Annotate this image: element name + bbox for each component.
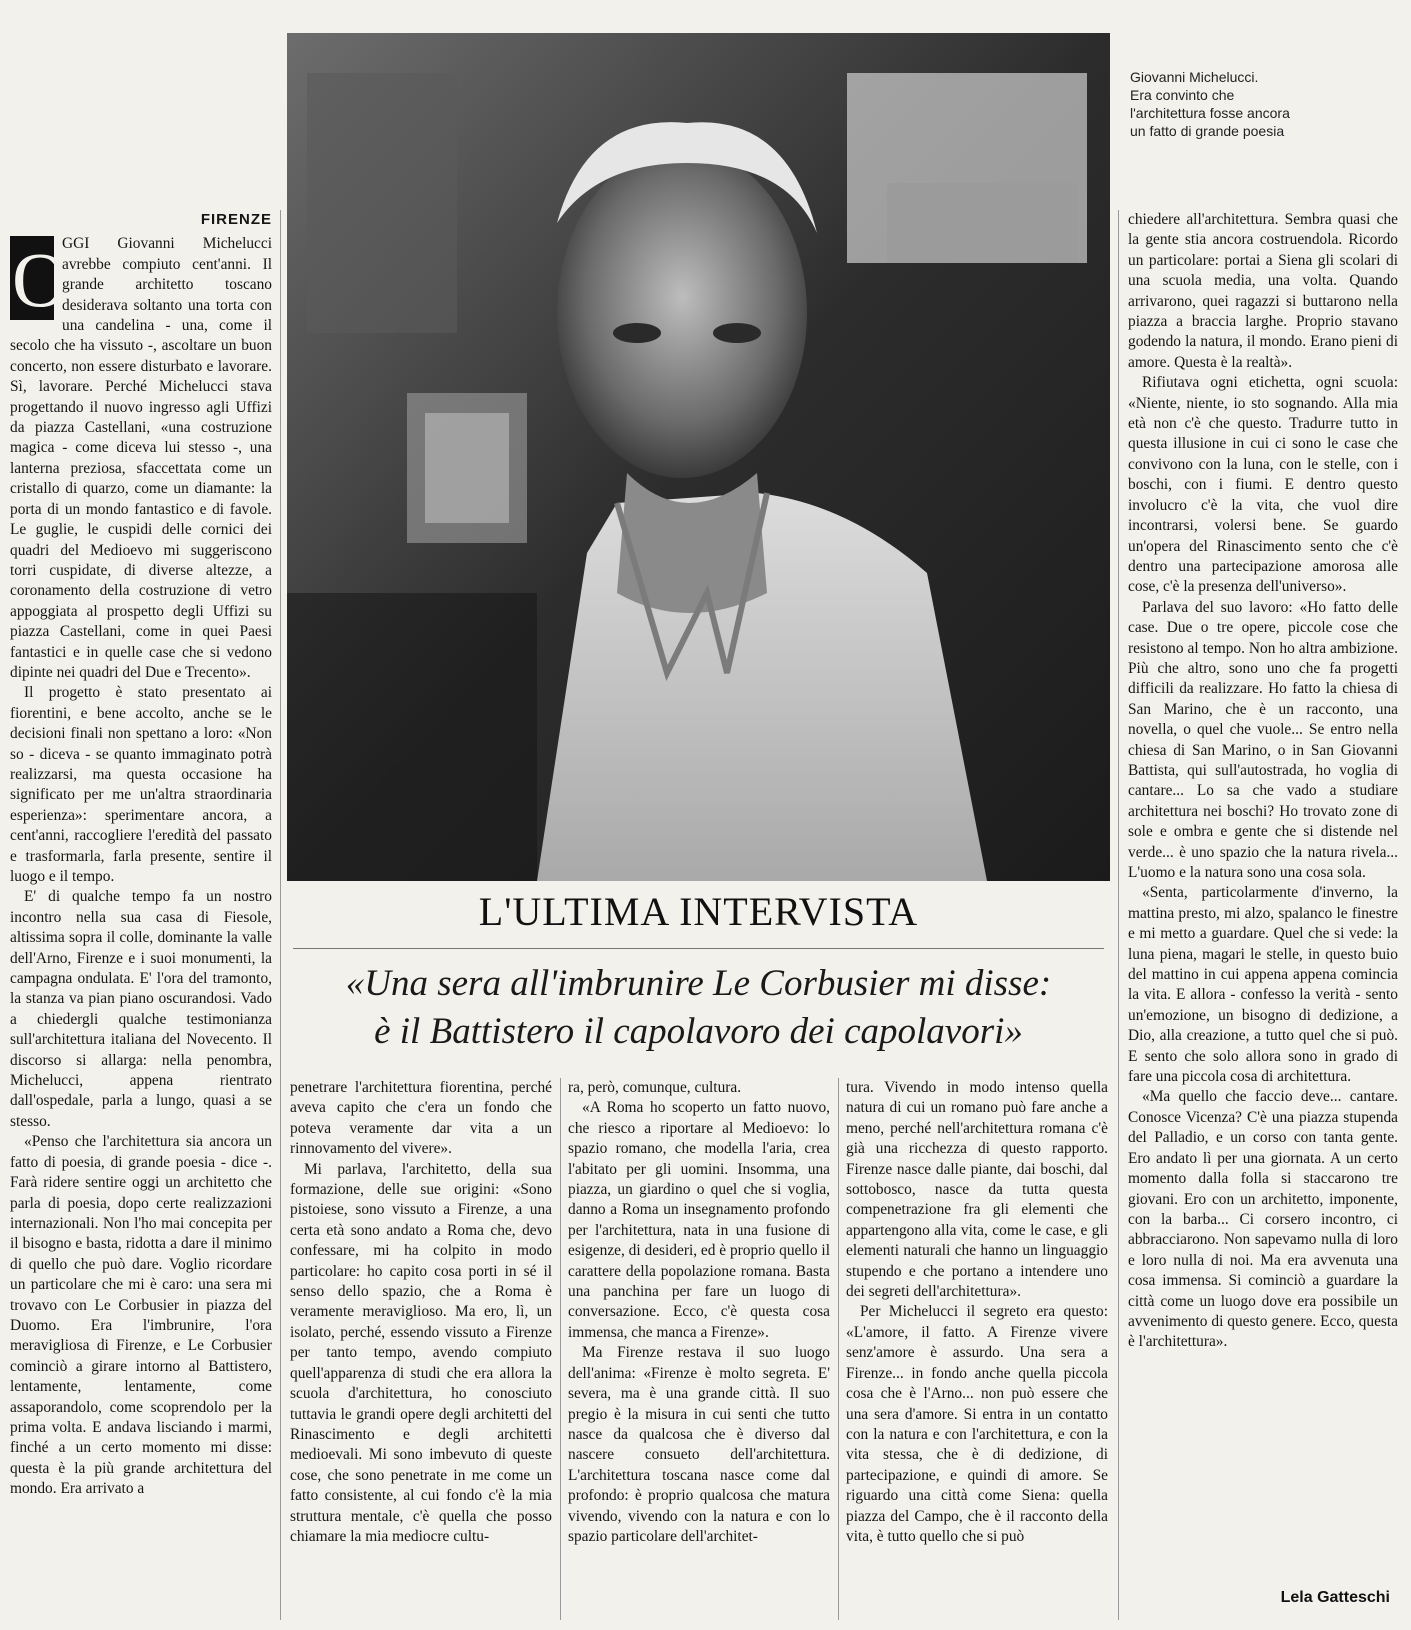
caption-line: Giovanni Michelucci. bbox=[1130, 69, 1259, 85]
column-divider bbox=[560, 1078, 561, 1620]
headline: L'ULTIMA INTERVISTA bbox=[478, 889, 919, 934]
headline-rule bbox=[293, 948, 1104, 949]
pull-quote bbox=[287, 960, 1110, 1056]
photo-caption bbox=[1130, 68, 1360, 140]
quote-line: è il Battistero il capolavoro dei capolavori» bbox=[374, 1011, 1023, 1052]
paragraph: Mi parlava, l'architetto, della sua formazione, delle sue origini: «Sono pistoiese, sono vissuto a Firenze, a una certa età sono andato a Roma che, devo confessare, mi ha colpito in modo particolare: ho capito cosa porti in sé il senso dello spazio, che a Roma è veramente meraviglioso. Ma ero, lì, un isolato, perché, essendo vissuto a Firenze per tanto tempo, avendo compiuto quell'apparenza di studi che era allora la scuola d'architettura, ho conosciuto tuttavia le grandi opere degli architetti del Rinascimento e degli architetti medioevali. Mi sono imbevuto di queste cose, che sono penetrate in me come un fatto consistente, al cui fondo c'è la mia struttura mentale, c'è quella che posso chiamare la mia mediocre cultu- bbox=[290, 1160, 552, 1545]
portrait-photo bbox=[287, 33, 1110, 881]
paragraph: Rifiutava ogni etichetta, ogni scuola: «Niente, niente, io sto sognando. Alla mia età non c'è che questo. Tradurre tutto in questa illusione in cui ci sono le case che convivono con la luna, con le stelle, con i boschi, con i fiumi. E dentro questo involucro c'è la vita, che vuol dire incontrarsi, volersi bene. Se guardo un'opera del Rinascimento sento che c'è dentro una partecipazione amorosa alle cose, c'è la presenza dell'universo». bbox=[1128, 374, 1398, 596]
article-column-4 bbox=[846, 1078, 1108, 1620]
paragraph: Parlava del suo lavoro: «Ho fatto delle case. Due o tre opere, piccole cose che resistono al tempo. Non ho altra ambizione. Più che altro, sono uno che fa progetti difficili da realizzare. Ho fatto la chiesa di San Marino, che è un racconto, una novella, o quel che vuole... Se entro nella chiesa di San Marino, o in San Giovanni Battista, qui sull'autostrada, ho voglia di cantare... Lo sa che vado a studiare architettura nei boschi? Ho trovato zone di sole e ombra e gente che si distende nel verde... è uno spazio che la natura rivela... L'uomo e la natura sono una cosa sola. bbox=[1128, 598, 1398, 881]
caption-line: Era convinto che bbox=[1130, 87, 1235, 103]
article-column-3 bbox=[568, 1078, 830, 1620]
article-column-5 bbox=[1128, 210, 1398, 1585]
column-divider bbox=[1118, 210, 1119, 1620]
paragraph: Per Michelucci il segreto era questo: «L'amore, il fatto. A Firenze vivere senz'amore è assurdo. Una sera a Firenze... in fondo anche quella piccola cosa che è l'Arno... non può essere che una sera d'amore. Si entra in un contatto con la natura e con l'architettura, e con la vita stessa, che è di dedizione, di partecipazione, e quindi di amore. Se riguardo una città come Siena: quella piazza del Campo, che è il racconto della vita, è tutto quello che si può bbox=[846, 1303, 1108, 1545]
caption-line: l'architettura fosse ancora bbox=[1130, 105, 1290, 121]
article-column-2 bbox=[290, 1078, 552, 1620]
paragraph: E' di qualche tempo fa un nostro incontro nella sua casa di Fiesole, altissima sopra il colle, dominante la valle dell'Arno, Firenze e i suoi monumenti, la campagna ondulata. E' l'ora del tramonto, la stanza va pian piano oscurandosi. Vado a chiedergli qualche testimonianza sull'architettura italiana del Novecento. Il discorso si allarga: nella penombra, Michelucci, appena rientrato dall'ospedale, parla a lungo, quasi a se stesso. bbox=[10, 888, 272, 1130]
paragraph: «Penso che l'architettura sia ancora un fatto di poesia, di grande poesia - dice -. Farà ridere sentire oggi un architetto che parla di poesia, dopo certe realizzazioni internazionali. Non l'ho mai concepita per il bisogno e basta, ridotta a dare il minimo di quello che può dare. Voglio ricordare un particolare che mi è caro: una sera mi trovavo con Le Corbusier in piazza del Duomo. Era l'imbrunire, l'ora meravigliosa di Firenze, e Le Corbusier cominciò a girare intorno al Battistero, lentamente, lentamente, come assaporandolo, come scoprendolo per la prima volta. E andava lisciando i marmi, finché a un certo momento mi disse: questa è la più grande architettura del mondo. Era arrivato a bbox=[10, 1133, 272, 1498]
article-column-1 bbox=[10, 210, 272, 1620]
caption-line: un fatto di grande poesia bbox=[1130, 123, 1285, 139]
drop-cap: O bbox=[12, 236, 69, 324]
paragraph: «Ma quello che faccio deve... cantare. Conosce Vicenza? C'è una piazza stupenda del Palladio, e un corso con tanta gente. Ero andato lì per una giornata. A un certo momento dalla folla si staccarono tre giovani. Ero con un architetto, imponente, con la barba... Ci corsero incontro, ci abbracciarono. Non sapevamo nulla di loro e loro nulla di noi. Ma era avvenuta una cosa immensa. Si cominciò a guardare la città come un luogo dove era possibile un avvenimento di questo genere. Ecco, questa è l'architettura». bbox=[1128, 1088, 1398, 1351]
column-divider bbox=[280, 210, 281, 1620]
author-signature: Lela Gatteschi bbox=[1280, 1589, 1390, 1606]
paragraph: Ma Firenze restava il suo luogo dell'anima: «Firenze è molto segreta. E' severa, ma è una grande città. Il suo pregio è la misura in cui senti che tutto nasce da qualcosa che è diverso dal nascere consueto dell'architettura. L'architettura toscana nasce come dal profondo: è proprio qualcosa che matura vivendo, vivendo con la natura e con lo spazio particolare dell'architet- bbox=[568, 1344, 830, 1545]
quote-line: «Una sera all'imbrunire Le Corbusier mi disse: bbox=[345, 963, 1052, 1004]
paragraph: GGI Giovanni Michelucci avrebbe compiuto cent'anni. Il grande architetto toscano desiderava soltanto una torta con una candelina - una, come il secolo che ha vissuto -, ascoltare un buon concerto, non essere disturbato e lavorare. Sì, lavorare. Perché Michelucci stava progettando il nuovo ingresso agli Uffizi da piazza Castellani, «una costruzione magica - come diceva lui stesso -, una lanterna preziosa, sfaccettata come un cristallo di quarzo, come un diamante: la porta di un mondo fantastico e di favole. Le guglie, le cuspidi delle cornici dei quadri del Medioevo mi suggeriscono torri cuspidate, di diverse altezze, a coronamento della costruzione di vetro appoggiata al prospetto degli Uffizi su piazza Castellani, come in quei Paesi fantastici e in quelle case che si vedono dipinte nei quadri del Due e Trecento». bbox=[10, 235, 272, 681]
column-divider bbox=[838, 1078, 839, 1620]
paragraph: tura. Vivendo in modo intenso quella natura di cui un romano può fare anche a meno, perché nell'architettura romana c'è già una ricchezza di questo rapporto. Firenze nasce dalle piante, dai boschi, dal sottobosco, nasce da tutta questa compenetrazione fra gli elementi che appartengono alla vita, come le case, e gli elementi naturali che hanno un linguaggio stupendo e che portano a intendere uno dei segreti dell'architettura». bbox=[846, 1079, 1108, 1301]
paragraph: «Senta, particolarmente d'inverno, la mattina presto, mi alzo, spalanco le finestre e mi metto a guardare. Quel che si vede: la luna piena, magari le stelle, in questo buio del mattino in cui appena appena comincia la vita. E allora - confesso la verità - sento un'emozione, un bisogno di dedizione, a Dio, alla creazione, a tutto quel che si può. E sento che solo allora sono in grado di fare una piccola cosa di architettura. bbox=[1128, 884, 1398, 1086]
paragraph: «A Roma ho scoperto un fatto nuovo, che riesco a riportare al Medioevo: lo spazio romano, che modella l'aria, crea l'abitato per gli uomini. Insomma, una piazza, un giardino o quel che si voglia, danno a Roma un insegnamento profondo per l'architettura, nata in una fusione di esigenze, di desideri, ed è proprio quello il carattere della popolazione romana. Basta una panchina per fare un luogo di conversazione. Ecco, c'è questa cosa immensa, che manca a Firenze». bbox=[568, 1099, 830, 1341]
paragraph: chiedere all'architettura. Sembra quasi che la gente stia ancora costruendola. Ricordo un particolare: portai a Siena gli scolari di una scuola media, una volta. Quando arrivarono, quei ragazzi si buttarono nella piazza a braccia larghe. Proprio stavano godendo la natura, il mondo. Erano pieni di amore. Questa è la realtà». bbox=[1128, 211, 1398, 371]
paragraph: ra, però, comunque, cultura. bbox=[568, 1079, 742, 1096]
dateline: FIRENZE bbox=[200, 211, 272, 228]
paragraph: penetrare l'architettura fiorentina, perché aveva capito che c'era un fondo che poteva veramente dar vita a un rinnovamento del vivere». bbox=[290, 1079, 552, 1158]
paragraph: Il progetto è stato presentato ai fiorentini, e bene accolto, anche se le decisioni finali non spettano a loro: «Non so - diceva - se quanto immaginato potrà realizzarsi, ma questa occasione ha significato per me un'altra straordinaria esperienza»: sperimentare ancora, a cent'anni, raccogliere l'eredità del passato e trasformarla, farla presente, sentire il luogo e il tempo. bbox=[10, 684, 272, 885]
